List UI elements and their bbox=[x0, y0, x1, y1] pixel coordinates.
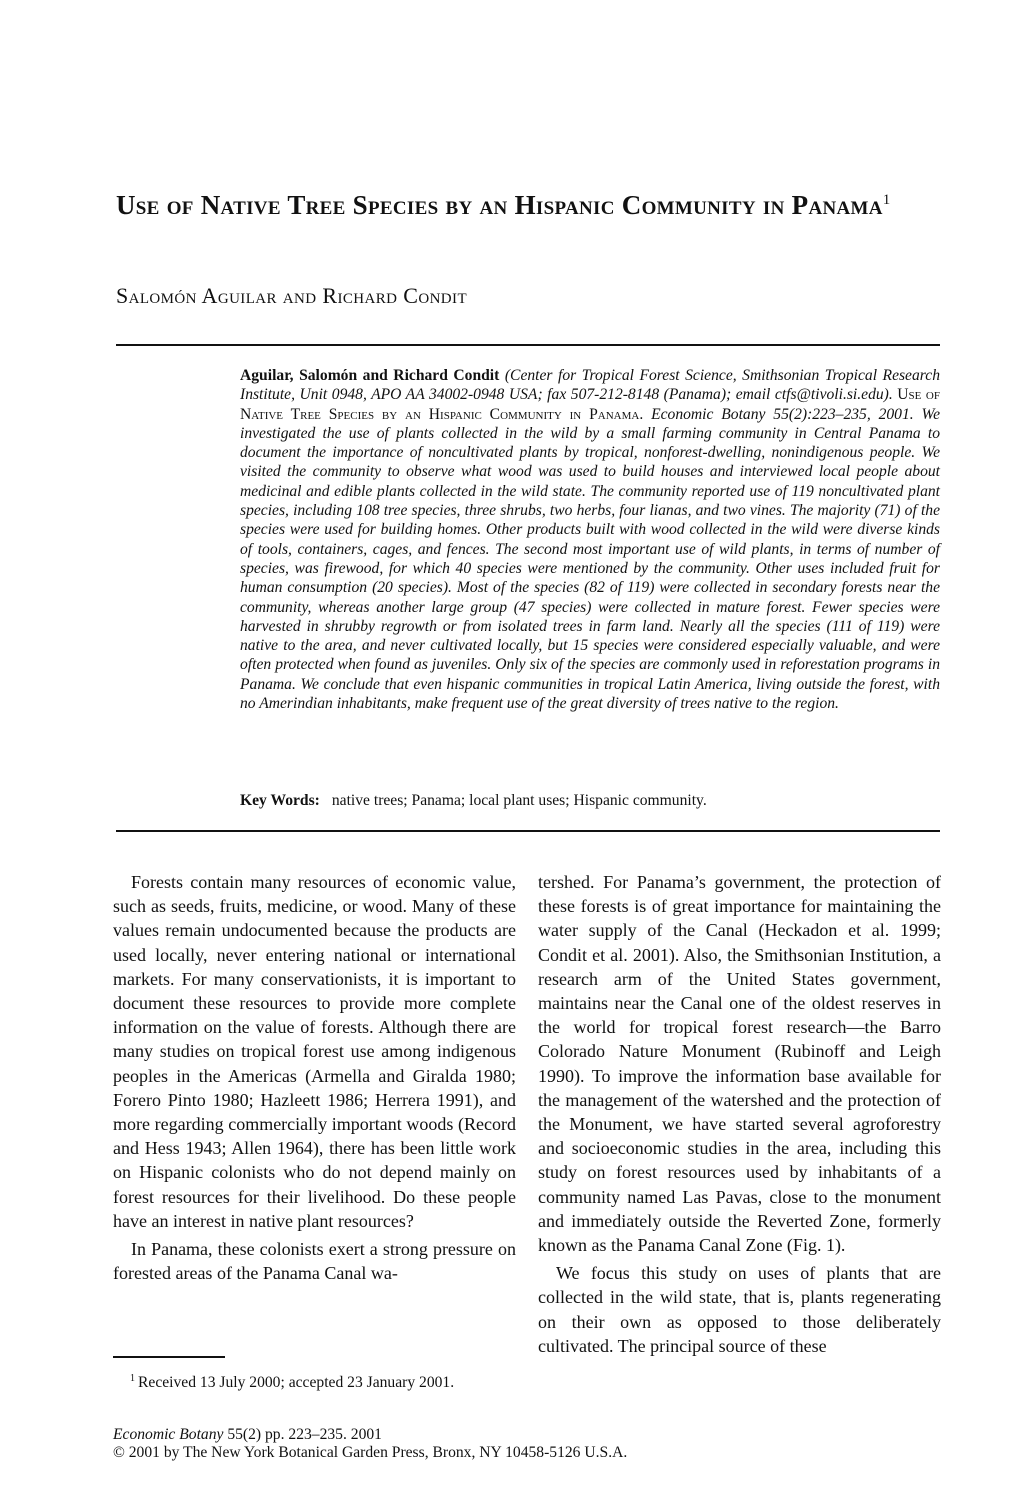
abstract bbox=[240, 366, 940, 713]
footnote-rule bbox=[113, 1356, 225, 1358]
keywords-label: Key Words: bbox=[240, 792, 320, 809]
footnote bbox=[130, 1373, 530, 1393]
journal-issue: 55(2) pp. 223–235. 2001 bbox=[227, 1426, 382, 1443]
body-paragraph: Forests contain many resources of economic value, such as seeds, fruits, medicine, or wood. Many of these values remain undocumented because the products are used locally, never entering national or international markets. For many conservationists, it is important to document these resources to provide more complete information on the value of forests. Although there are many studies on tropical forest use among indigenous peoples in the Americas (Armella and Giralda 1980; Forero Pinto 1980; Hazleett 1986; Herrera 1991), and more regarding commercially important woods (Record and Hess 1943; Allen 1964), there has been little work on Hispanic colonists who do not depend mainly on forest resources for their livelihood. Do these people have an interest in native plant resources? bbox=[113, 872, 516, 1231]
journal-name: Economic Botany bbox=[113, 1426, 224, 1443]
abstract-body: Economic Botany 55(2):223–235, 2001. We investigated the use of plants collected in the wild by a small farming community in Central Panama to document the importance of noncultivated plants by tropical, nonforest-dwelling, nonindigenous people. We visited the community to observe what wood was used to build houses and interviewed local people about medicinal and edible plants collected in the wild state. The community reported use of 119 noncultivated plant species, including 108 tree species, three shrubs, two herbs, four lianas, and two vines. The majority (71) of the species were used for building homes. Other products built with wood collected in the wild were diverse kinds of tools, containers, cages, and fences. The second most important use of wild plants, in terms of number of species, was firewood, for which 40 species were mentioned by the community. Other uses included fruit for human consumption (20 species). Most of the species (82 of 119) were collected in secondary forests near the community, whereas another large group (47 species) were collected in mature forest. Fewer species were harvested in shrubby regrowth or from isolated trees in farm land. Nearly all the species (111 of 119) were native to the area, and never cultivated locally, but 15 species were considered especially valuable, and were often protected when found as juveniles. Only six of the species are commonly used in reforestation programs in Panama. We conclude that even hispanic communities in tropical Latin America, living outside the forest, with no Amerindian inhabitants, make frequent use of the great diversity of trees native to the region. bbox=[240, 405, 940, 713]
keywords bbox=[240, 791, 940, 811]
abstract-affiliation: (Center for Tropical Forest Science, Smithsonian Tropical Research Institute, Unit 0948, APO AA 34002-0948 USA; fax 507-212-8148 (Panama); email ctfs@tivoli.si.edu). bbox=[240, 367, 940, 404]
abstract-top-rule bbox=[116, 344, 940, 346]
article-title-text: Use of Native Tree Species by an Hispanic Community in Panama bbox=[116, 190, 883, 220]
title-footnote-mark: 1 bbox=[882, 192, 891, 208]
body-paragraph: In Panama, these colonists exert a strong pressure on forested areas of the Panama Canal wa- bbox=[113, 1239, 516, 1284]
body-paragraph: tershed. For Panama’s government, the protection of these forests is of great importance for maintaining the water supply of the Canal (Heckadon et al. 1999; Condit et al. 2001). Also, the Smithsonian Institution, a research arm of the United States government, maintains near the Canal one of the oldest reserves in the world for tropical forest research—the Barro Colorado Nature Monument (Rubinoff and Leigh 1990). To improve the information base available for the management of the watershed and the protection of the Monument, we have started several agroforestry and socioeconomic studies in the area, including this study on forest resources used by inhabitants of a community named Las Pavas, close to the monument and immediately outside the Reverted Zone, formerly known as the Panama Canal Zone (Fig. 1). bbox=[538, 872, 941, 1256]
article-title bbox=[116, 188, 946, 222]
footnote-mark: 1 bbox=[130, 1372, 135, 1384]
abstract-authors: Aguilar, Salomón and Richard Condit bbox=[240, 367, 500, 384]
author-names: Salomón Aguilar and Richard Condit bbox=[116, 283, 468, 308]
body-right-column bbox=[538, 870, 941, 1358]
body-left-column bbox=[113, 870, 516, 1285]
body-paragraph: We focus this study on uses of plants that are collected in the wild state, that is, plants regenerating on their own as opposed to those deliberately cultivated. The principal source of these bbox=[538, 1263, 941, 1356]
copyright-notice: © 2001 by The New York Botanical Garden Press, Bronx, NY 10458-5126 U.S.A. bbox=[113, 1444, 628, 1461]
abstract-title-caps: Use of Native Tree Species by an Hispanic Community in Panama. bbox=[240, 386, 940, 423]
keywords-text: native trees; Panama; local plant uses; Hispanic community. bbox=[331, 792, 707, 809]
journal-citation bbox=[113, 1426, 382, 1444]
footnote-text: Received 13 July 2000; accepted 23 January 2001. bbox=[138, 1374, 455, 1391]
abstract-bottom-rule bbox=[116, 830, 940, 832]
